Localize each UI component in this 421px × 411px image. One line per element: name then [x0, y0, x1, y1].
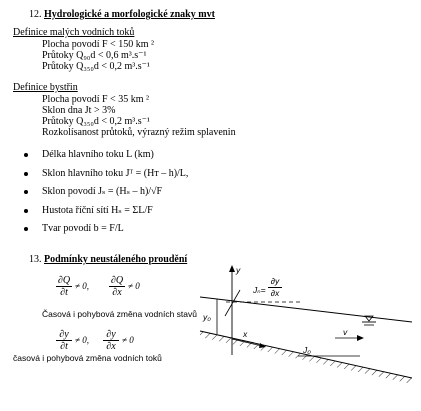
small-streams-heading: Definice malých vodních toků: [13, 27, 135, 38]
torrents-line: Sklon dna Jt > 3%: [42, 105, 116, 116]
relation: ≠ 0: [128, 281, 140, 291]
caption-stream-changes: časová i pohybová změna vodních toků: [13, 353, 162, 363]
numerator: ∂y: [106, 329, 116, 340]
denominator: ∂x: [112, 287, 122, 298]
bed-hatching: [200, 331, 412, 384]
section-13-title: Podmínky neustáleného proudění: [44, 254, 188, 265]
section-12-number: 12.: [29, 9, 42, 20]
velocity-arrow-head: [357, 335, 364, 341]
bullet-item: Sklon povodí Jₛ = (Hₛ – h)/√F: [42, 186, 163, 197]
denominator: ∂x: [270, 288, 280, 298]
relation: ≠ 0,: [75, 281, 89, 291]
numerator: ∂Q: [110, 275, 124, 286]
numerator: ∂Q: [57, 275, 71, 286]
torrents-line: Rozkolísanost průtoků, výrazný režim splavenin: [42, 127, 236, 138]
y-axis-arrow: [229, 265, 235, 272]
bullet-item: Sklon hlavního toku Jᵀ = (Hᴛ – h)/L,: [42, 168, 189, 179]
y0-label: y₀: [203, 312, 211, 322]
small-streams-line: Průtoky Q₃₅₀d < 0,2 m³.s⁻¹: [42, 61, 150, 72]
numerator: ∂y: [59, 329, 69, 340]
x-axis-label: x: [243, 329, 248, 339]
bullet-item: Délka hlavního toku L (km): [42, 149, 154, 160]
denominator: ∂t: [60, 341, 68, 352]
bullet-item: Tvar povodí b = F/L: [42, 223, 124, 234]
velocity-label: v: [343, 327, 348, 337]
torrents-heading: Definice bystřin: [13, 82, 78, 93]
numerator: ∂y: [270, 276, 280, 286]
torrents-line: Průtoky Q₃₅₀d < 0,2 m³.s⁻¹: [42, 116, 150, 127]
small-streams-line: Průtoky Q₉₀d < 0,6 m³.s⁻¹: [42, 50, 147, 61]
jn-fraction: [267, 276, 283, 299]
j0-label: J₀: [303, 345, 311, 355]
section-12-title: Hydrologické a morfologické znaky mvt: [44, 9, 215, 20]
section-13-number: 13.: [29, 254, 42, 265]
relation: ≠ 0: [122, 335, 134, 345]
small-streams-line: Plocha povodí F < 150 km ²: [42, 39, 154, 50]
jn-label: Jₙ=: [253, 285, 266, 295]
denominator: ∂x: [106, 341, 116, 352]
caption-water-levels: Časová i pohybová změna vodních stavů: [42, 309, 197, 319]
denominator: ∂t: [60, 287, 68, 298]
torrents-line: Plocha povodí F < 35 km ²: [42, 94, 149, 105]
relation: ≠ 0,: [75, 335, 89, 345]
jn-pointer: [225, 290, 240, 316]
bullet-item: Hustota říční sítí Hₛ = ΣL/F: [42, 205, 153, 216]
y-axis-label: y: [236, 265, 241, 275]
